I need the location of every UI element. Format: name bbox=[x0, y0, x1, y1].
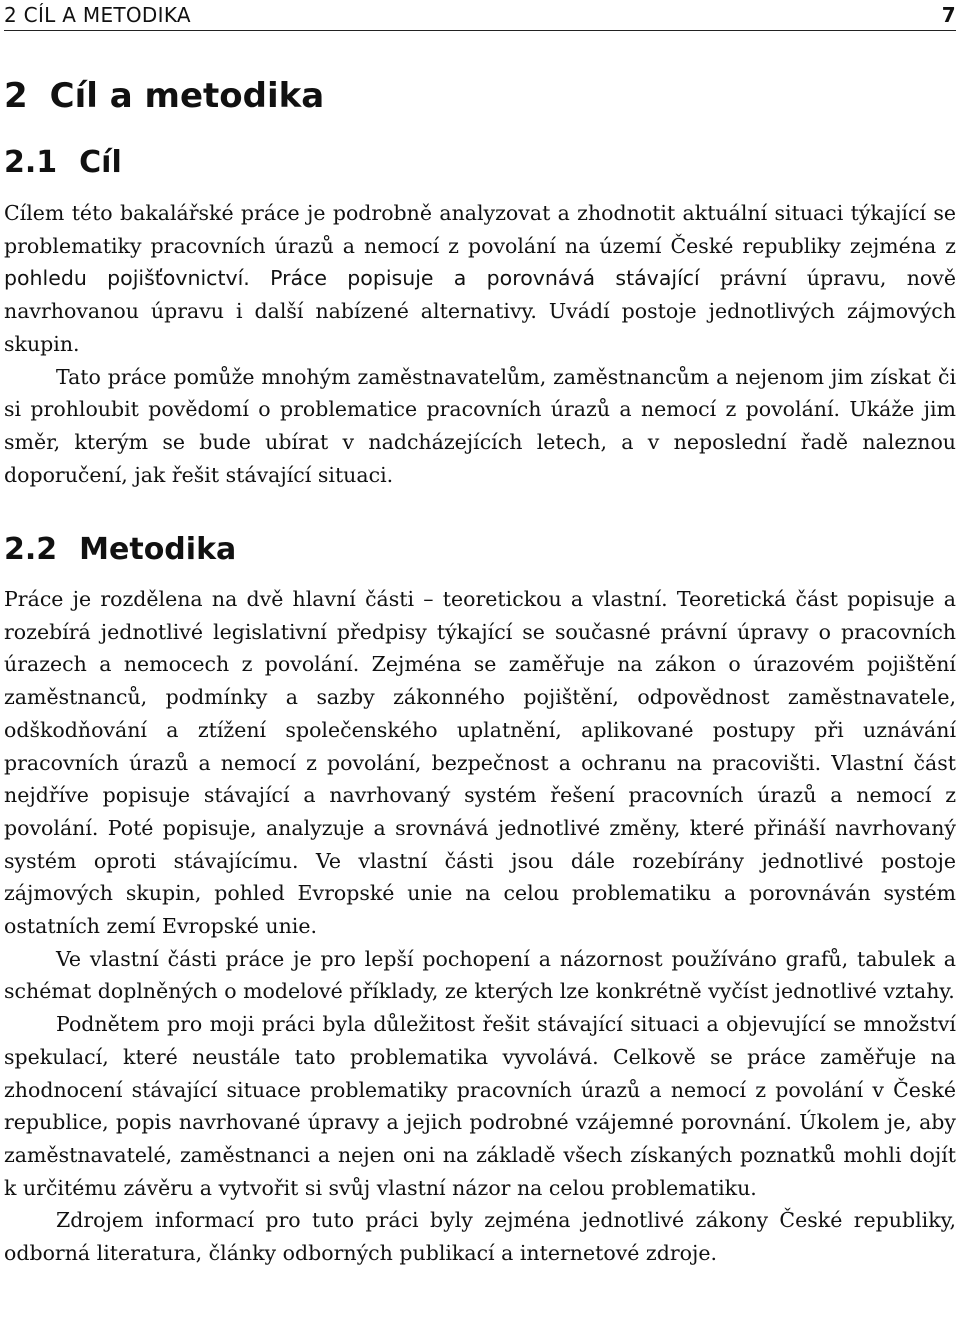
section-heading-method bbox=[4, 532, 236, 567]
section-number-goal: 2.1 bbox=[4, 145, 58, 180]
method-paragraph-3: Podnětem pro moji práci byla důležitost řešit stávající situaci a objevující se množství spekulací, které neustále tato problematika vyvolává. Celkově se práce zaměřuje na zhodnocení stávající situace problematiky pracovních úrazů a nemocí z povolání v České republice, popis navrhované úpravy a jejich podrobné vzájemné porovnání. Úkolem je, aby zaměstnavatelé, zaměstnanci a nejen oni na základě všech získaných poznatků mohli dojít k určitému závěru a vytvořit si svůj vlastní názor na celou problematiku. bbox=[4, 1012, 956, 1200]
chapter-heading bbox=[4, 76, 324, 116]
goal-paragraph-1-part-b: právní úpravu, nově navrhovanou úpravu i další nabízené alternativy. Uvádí postoje jednotlivých zájmových skupin. bbox=[4, 266, 956, 356]
page-number: 7 bbox=[941, 3, 956, 27]
running-header-chapter: 2 CÍL A METODIKA bbox=[4, 3, 191, 27]
chapter-number: 2 bbox=[4, 76, 28, 116]
method-paragraph-4: Zdrojem informací pro tuto práci byly zejména jednotlivé zákony České republiky, odborná literatura, články odborných publikací a internetové zdroje. bbox=[4, 1208, 956, 1266]
goal-paragraph-2: Tato práce pomůže mnohým zaměstnavatelům, zaměstnancům a nejenom jim získat či si prohloubit povědomí o problematice pracovních úrazů a nemocí z povolání. Ukáže jim směr, kterým se bude ubírat v nadcházejících letech, a v neposlední řadě naleznou doporučení, jak řešit stávající situaci. bbox=[4, 364, 956, 487]
section-number-method: 2.2 bbox=[4, 532, 58, 567]
section-heading-goal bbox=[4, 145, 122, 180]
running-header bbox=[4, 0, 956, 31]
method-paragraph-1: Práce je rozdělena na dvě hlavní části – teoretickou a vlastní. Teoretická část popisuje a rozebírá jednotlivé legislativní předpisy týkající se současné právní úpravy o pracovních úrazech a nemocech z povolání. Zejména se zaměřuje na zákon o úrazovém pojištění zaměstnanců, podmínky a sazby zákonného pojištění, odpovědnost zaměstnavatele, odškodňování a ztížení společenského uplatnění, aplikované postupy při uznávání pracovních úrazů a nemocí z povolání, bezpečnost a ochranu na pracovišti. Vlastní část nejdříve popisuje stávající a navrhovaný systém řešení pracovních úrazů a nemocí z povolání. Poté popisuje, analyzuje a srovnává jednotlivé změny, které přináší navrhovaný systém oproti stávajícímu. Ve vlastní části jsou dále rozebírány jednotlivé postoje zájmových skupin, pohled Evropské unie na celou problematiku a porovnáván systém ostatních zemí Evropské unie. bbox=[4, 587, 956, 939]
section-body-goal bbox=[4, 197, 956, 491]
section-title-goal: Cíl bbox=[79, 145, 122, 180]
chapter-title: Cíl a metodika bbox=[49, 76, 325, 116]
section-body-method bbox=[4, 583, 956, 1270]
method-paragraph-2: Ve vlastní části práce je pro lepší pochopení a názornost používáno grafů, tabulek a schémat doplněných o modelové příklady, ze kterých lze konkrétně vyčíst jednotlivé vztahy. bbox=[4, 946, 956, 1004]
section-title-method: Metodika bbox=[79, 532, 237, 567]
goal-paragraph-1-sans-part: pohledu pojišťovnictví. Práce popisuje a porovnává stávající bbox=[4, 266, 700, 291]
goal-paragraph-1 bbox=[4, 197, 956, 361]
goal-paragraph-1-part-a: Cílem této bakalářské práce je podrobně analyzovat a zhodnotit aktuální situaci týkající se problematiky pracovních úrazů a nemocí z povolání na území České republiky zejména z bbox=[4, 201, 956, 258]
document-page bbox=[4, 0, 956, 1266]
